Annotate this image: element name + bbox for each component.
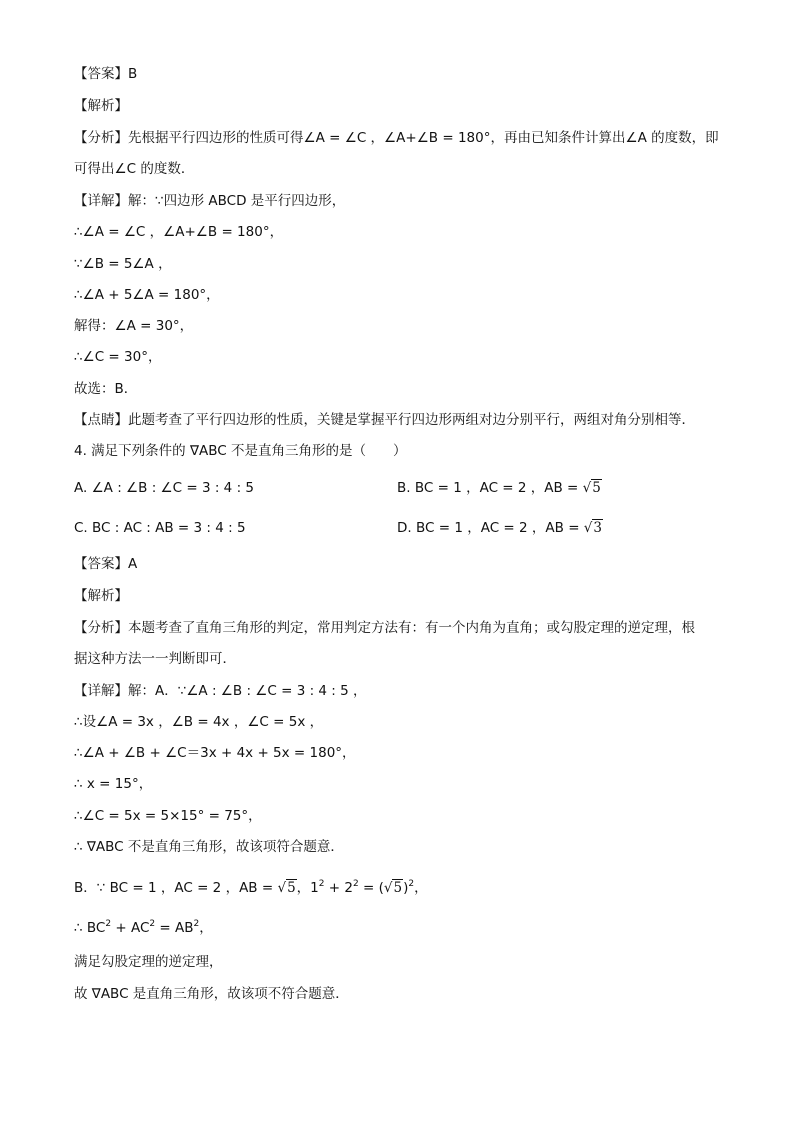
- sum-end: ，: [199, 920, 213, 936]
- sum-exp3: 2: [193, 919, 200, 929]
- detail-line-4: ∴∠A + 5∠A = 180°，: [74, 287, 220, 303]
- option-c: C. BC : AC : AB = 3 : 4 : 5: [74, 520, 246, 536]
- sum-bc: ∴ BC: [74, 920, 106, 936]
- detail2-line-4: ∴ x = 15°，: [74, 776, 153, 792]
- b-detail-mid: ，1: [296, 880, 319, 896]
- detail2-line-5: ∴∠C = 5x = 5×15° = 75°，: [74, 808, 262, 824]
- sum-ab: = AB: [155, 920, 194, 936]
- detail-line-2: ∴∠A = ∠C ，∠A+∠B = 180°，: [74, 224, 284, 240]
- detail2-line-1: 【详解】解：A．∵∠A : ∠B : ∠C = 3 : 4 : 5 ，: [74, 683, 367, 699]
- question-4-stem: 4. 满足下列条件的 ∇ABC 不是直角三角形的是（ ）: [74, 443, 407, 459]
- option-b: [397, 478, 602, 498]
- option-b-radicand: 5: [592, 480, 601, 496]
- analysis2-text-line-1: 【分析】本题考查了直角三角形的判定，常用判定方法有：有一个内角为直角；或勾股定理的逆定理，根: [74, 620, 695, 636]
- analysis2-text-line-2: 据这种方法一一判断即可．: [74, 651, 236, 667]
- detail-line-5: 解得：∠A = 30°，: [74, 318, 194, 334]
- comment-line: 【点睛】此题考查了平行四边形的性质，关键是掌握平行四边形两组对边分别平行，两组对角分别相等．: [74, 412, 695, 428]
- detail2-line-conclusion: 故 ∇ABC 是直角三角形，故该项不符合题意．: [74, 986, 349, 1002]
- detail2-line-b: [74, 874, 428, 898]
- option-d-radicand: 3: [593, 520, 602, 536]
- b-detail-exp2: 2: [352, 879, 359, 889]
- detail2-line-3: ∴∠A + ∠B + ∠C＝3x + 4x + 5x = 180°，: [74, 745, 356, 761]
- analysis-text-line-2: 可得出∠C 的度数．: [74, 161, 195, 177]
- analysis-heading-2: 【解析】: [74, 588, 128, 604]
- sum-ac: + AC: [111, 920, 150, 936]
- detail-line-3: ∵∠B = 5∠A ，: [74, 256, 172, 272]
- sum-exp2: 2: [149, 919, 156, 929]
- b-detail-end: ，: [414, 880, 428, 896]
- option-d-text: D. BC = 1 ，AC = 2 ，AB = √: [397, 520, 593, 536]
- b-detail-plus: + 2: [324, 880, 353, 896]
- b-detail-prefix: B．∵ BC = 1 ，AC = 2 ，AB = √: [74, 880, 287, 896]
- detail2-line-converse: 满足勾股定理的逆定理，: [74, 954, 223, 970]
- option-a: A. ∠A : ∠B : ∠C = 3 : 4 : 5: [74, 480, 254, 496]
- analysis-heading-1: 【解析】: [74, 98, 128, 114]
- detail2-line-2: ∴设∠A = 3x ，∠B = 4x ，∠C = 5x ，: [74, 714, 324, 730]
- b-detail-close: ): [403, 880, 409, 896]
- answer-line-1: 【答案】B: [74, 66, 138, 82]
- b-detail-eq: = (√: [358, 880, 393, 896]
- analysis-text-line-1: 【分析】先根据平行四边形的性质可得∠A = ∠C ，∠A+∠B = 180°，再由已知条件计算出∠A 的度数，即: [74, 130, 719, 146]
- answer-line-2: 【答案】A: [74, 556, 138, 572]
- detail2-sum-line: [74, 914, 213, 938]
- option-b-text: B. BC = 1 ，AC = 2 ，AB = √: [397, 480, 592, 496]
- detail-line-1: 【详解】解：∵四边形 ABCD 是平行四边形，: [74, 193, 346, 209]
- b-detail-exp3: 2: [408, 879, 415, 889]
- b-detail-exp1: 2: [318, 879, 325, 889]
- sum-exp1: 2: [105, 919, 112, 929]
- detail-line-7: 故选：B．: [74, 381, 138, 397]
- b-detail-radicand2: 5: [393, 880, 403, 896]
- option-d: [397, 518, 603, 538]
- b-detail-radicand: 5: [287, 880, 296, 896]
- detail-line-6: ∴∠C = 30°，: [74, 349, 162, 365]
- detail2-line-6: ∴ ∇ABC 不是直角三角形，故该项符合题意．: [74, 839, 344, 855]
